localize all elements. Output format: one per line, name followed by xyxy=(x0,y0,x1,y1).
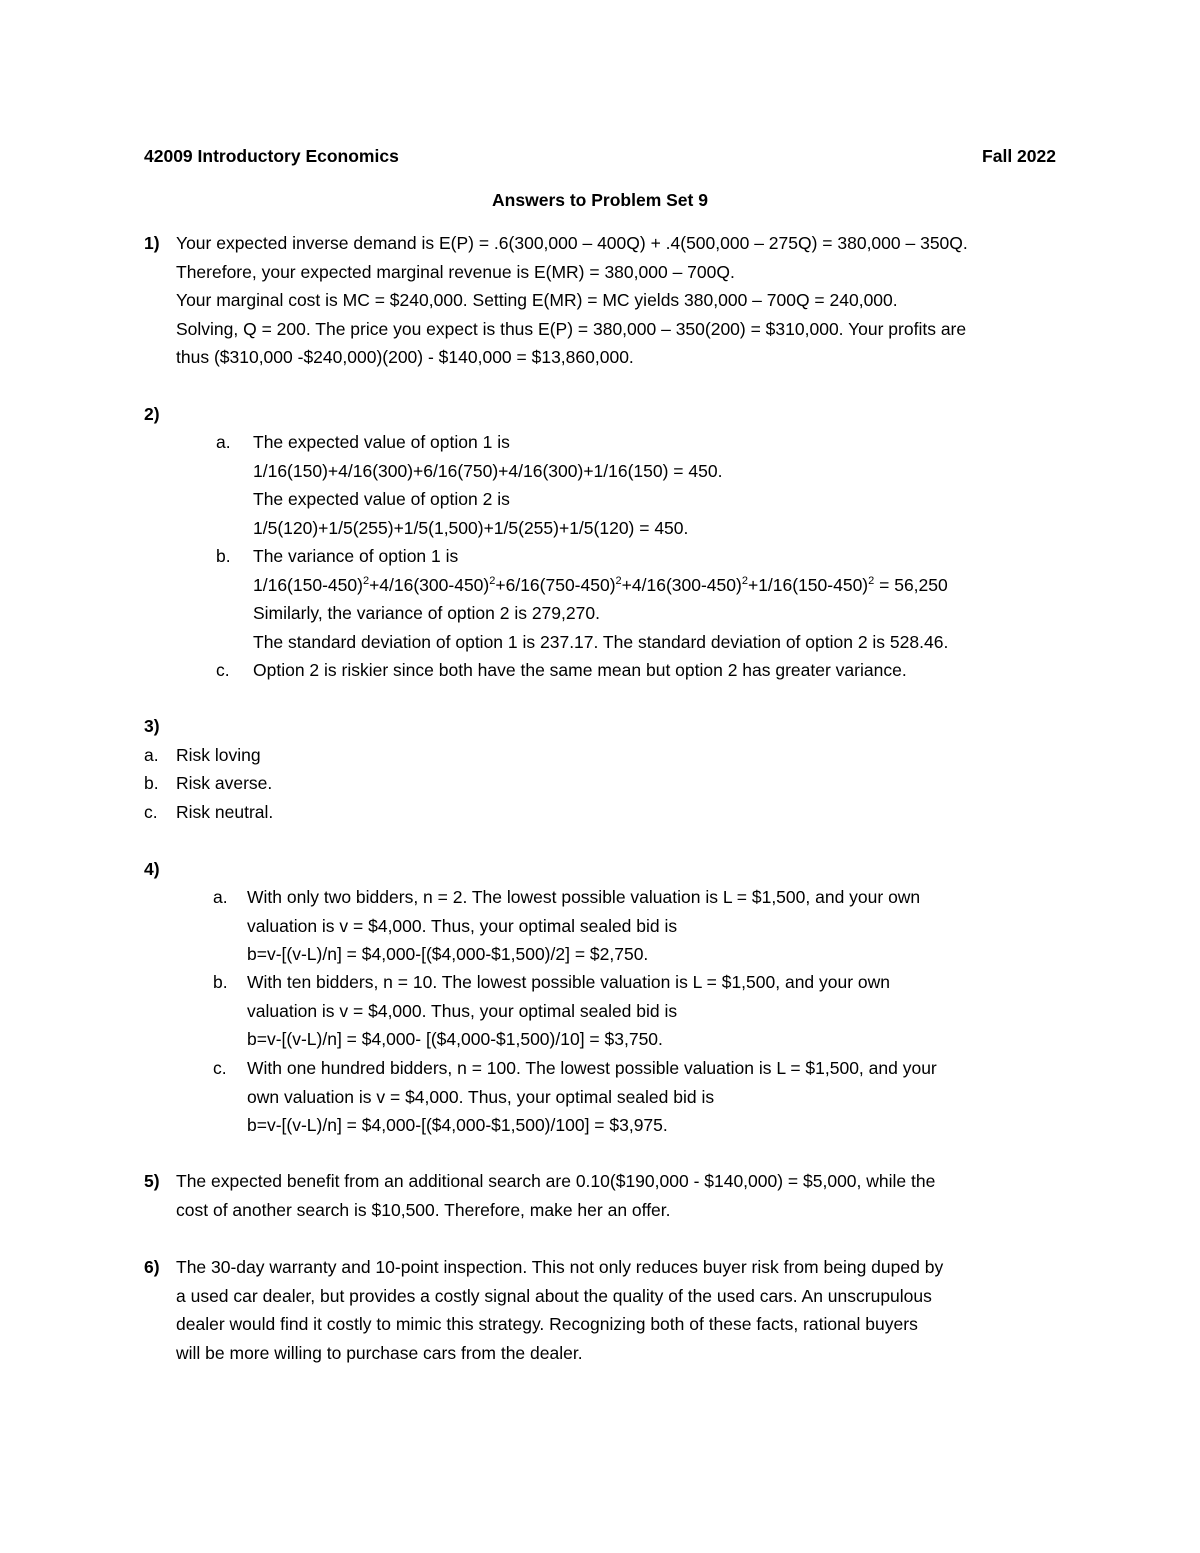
answer-line: The expected benefit from an additional search are 0.10($190,000 - $140,000) = $5,000, while the xyxy=(176,1171,936,1191)
course-title: 42009 Introductory Economics xyxy=(144,146,399,166)
question-4b-answer xyxy=(247,968,890,1054)
question-4-number: 4) xyxy=(144,859,160,879)
answer-line: 1/16(150)+4/16(300)+6/16(750)+4/16(300)+1/16(150) = 450. xyxy=(253,460,723,481)
answer-line: Your marginal cost is MC = $240,000. Setting E(MR) = MC yields 380,000 – 700Q = 240,000. xyxy=(176,290,898,310)
question-1-number: 1) xyxy=(144,233,160,253)
question-4c-answer xyxy=(247,1054,937,1140)
answer-line: Solving, Q = 200. The price you expect is thus E(P) = 380,000 – 350(200) = $310,000. Your profits are xyxy=(176,318,967,339)
answer-line: The standard deviation of option 1 is 237.17. The standard deviation of option 2 is 528.46. xyxy=(253,631,949,652)
answer-line: valuation is v = $4,000. Thus, your optimal sealed bid is xyxy=(247,915,678,936)
question-3c-label: c. xyxy=(144,802,158,822)
question-2b-label: b. xyxy=(216,546,231,566)
question-5-answer xyxy=(176,1167,935,1224)
answer-line: With only two bidders, n = 2. The lowest possible valuation is L = $1,500, and your own xyxy=(247,887,921,907)
question-3b-answer: Risk averse. xyxy=(176,773,273,793)
answer-line: Your expected inverse demand is E(P) = .6(300,000 – 400Q) + .4(500,000 – 275Q) = 380,000 – 350Q. xyxy=(176,233,968,253)
question-4b-label: b. xyxy=(213,972,228,992)
answer-line: valuation is v = $4,000. Thus, your optimal sealed bid is xyxy=(247,1000,678,1021)
answer-line: b=v-[(v-L)/n] = $4,000-[($4,000-$1,500)/100] = $3,975. xyxy=(247,1115,668,1135)
answer-line: The 30-day warranty and 10-point inspection. This not only reduces buyer risk from being duped by xyxy=(176,1257,944,1277)
page-title: Answers to Problem Set 9 xyxy=(492,190,708,210)
answer-line: will be more willing to purchase cars from the dealer. xyxy=(176,1342,583,1363)
question-1-answer xyxy=(176,229,968,372)
answer-line: With ten bidders, n = 10. The lowest possible valuation is L = $1,500, and your own xyxy=(247,972,891,992)
question-2c-answer: Option 2 is riskier since both have the same mean but option 2 has greater variance. xyxy=(253,660,907,680)
answer-line: dealer would find it costly to mimic this strategy. Recognizing both of these facts, rational buyers xyxy=(176,1314,918,1334)
question-2a-answer xyxy=(253,428,722,542)
question-4c-label: c. xyxy=(213,1058,227,1078)
answer-line: own valuation is v = $4,000. Thus, your optimal sealed bid is xyxy=(247,1086,715,1107)
question-2-number: 2) xyxy=(144,404,160,424)
question-2b-answer xyxy=(253,542,948,656)
question-2c-label: c. xyxy=(216,660,230,680)
answer-line: b=v-[(v-L)/n] = $4,000- [($4,000-$1,500)/10] = $3,750. xyxy=(247,1029,663,1049)
question-5-number: 5) xyxy=(144,1171,160,1191)
answer-line: Therefore, your expected marginal revenue is E(MR) = 380,000 – 700Q. xyxy=(176,261,735,282)
question-3a-answer: Risk loving xyxy=(176,745,261,765)
term-label: Fall 2022 xyxy=(982,146,1056,166)
answer-line: Similarly, the variance of option 2 is 279,270. xyxy=(253,603,600,623)
question-4a-label: a. xyxy=(213,887,228,907)
question-3c-answer: Risk neutral. xyxy=(176,802,274,822)
question-3a-label: a. xyxy=(144,745,159,765)
answer-line: thus ($310,000 -$240,000)(200) - $140,000 = $13,860,000. xyxy=(176,347,634,367)
question-3b-label: b. xyxy=(144,773,159,793)
answer-line: The expected value of option 2 is xyxy=(253,489,510,509)
answer-line: The expected value of option 1 is xyxy=(253,432,510,452)
answer-line: 1/5(120)+1/5(255)+1/5(1,500)+1/5(255)+1/5(120) = 450. xyxy=(253,517,689,538)
question-6-answer xyxy=(176,1253,943,1367)
question-4a-answer xyxy=(247,883,920,969)
answer-line: b=v-[(v-L)/n] = $4,000-[($4,000-$1,500)/2] = $2,750. xyxy=(247,944,649,964)
variance-formula: $1/16(150-450)^2+4/16(300-450)^2+6/16(750-450)^2+4/16(300-450)^2+1/16(150-450)^2 = 56,250$ xyxy=(253,574,948,595)
question-6-number: 6) xyxy=(144,1257,160,1277)
answer-line: a used car dealer, but provides a costly signal about the quality of the used cars. An unscrupulous xyxy=(176,1285,932,1306)
question-3-number: 3) xyxy=(144,716,160,736)
question-2a-label: a. xyxy=(216,432,231,452)
answer-line: cost of another search is $10,500. Therefore, make her an offer. xyxy=(176,1199,671,1220)
answer-line: The variance of option 1 is xyxy=(253,546,459,566)
answer-line: With one hundred bidders, n = 100. The lowest possible valuation is L = $1,500, and your xyxy=(247,1058,937,1078)
